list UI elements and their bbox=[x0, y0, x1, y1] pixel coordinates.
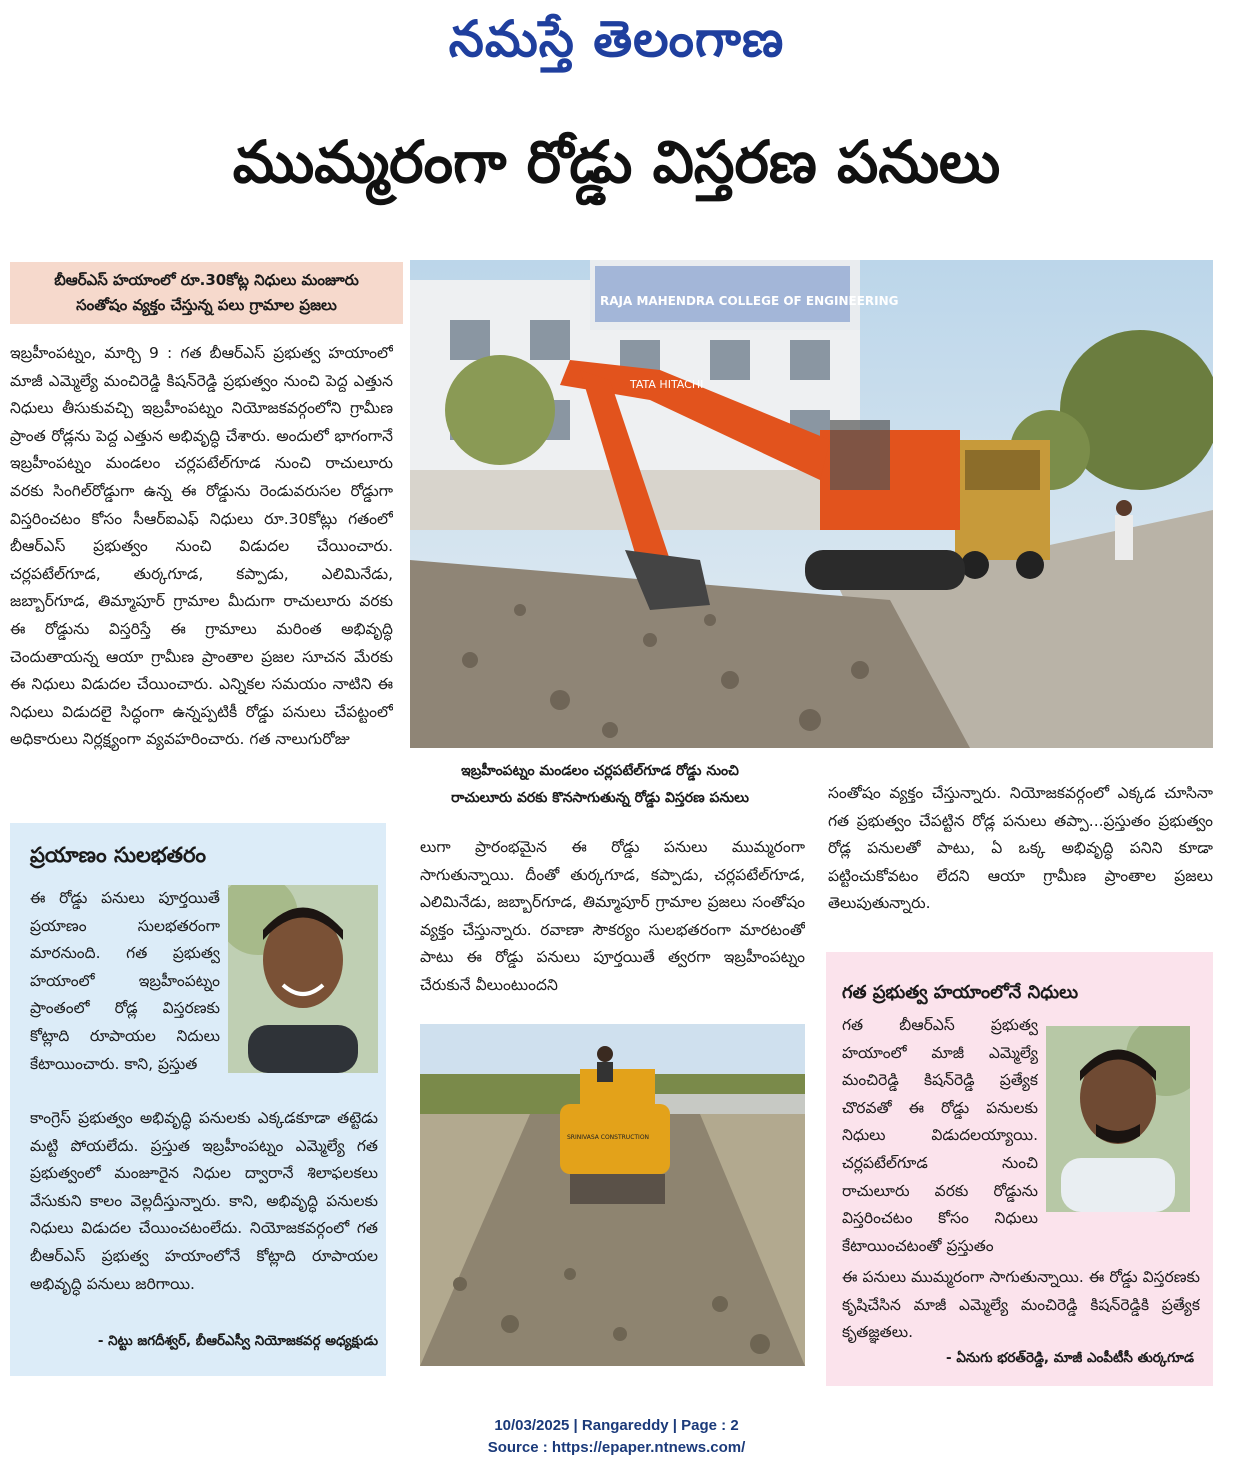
person-2-photo bbox=[1046, 1026, 1190, 1212]
headline: ముమ్మరంగా రోడ్డు విస్తరణ పనులు bbox=[232, 128, 1001, 196]
quote-box-2 bbox=[826, 952, 1213, 1386]
article-col1: ఇబ్రహీంపట్నం, మార్చి 9 : గత బీఆర్‌ఎస్‌ ప్రభుత్వ హయాంలో మాజీ ఎమ్మెల్యే మంచిరెడ్డి కిషన్‌రెడ్డి ప్రభుత్వం నుంచి పెద్ద ఎత్తున నిధులు తీసుకువచ్చి ఇబ్రహీంపట్నం నియోజకవర్గంలోని గ్రామీణ ప్రాంత రోడ్లను పెద్ద ఎత్తున అభివృద్ధి చేశారు. అందులో భాగంగానే ఇబ్రహీంపట్నం మండలం చర్లపటేల్‌గూడ నుంచి రాచులూరు వరకు సింగిల్‌రోడ్డుగా ఉన్న ఈ రోడ్డును రెండువరుసల రోడ్డుగా విస్తరించటం కోసం సీఆర్‌ఐఎఫ్‌ నిధులు రూ.30కోట్లు గతంలో బీఆర్‌ఎస్‌ ప్రభుత్వం నుంచి విడుదల చేయించారు. చర్లపటేల్‌గూడ, తుర్కగూడ, కప్పాడు, ఎలిమినేడు, జబ్బార్‌గూడ, తిమ్మాపూర్‌ గ్రామాల మీదుగా రాచులూరు వరకు ఈ రోడ్డును విస్తరిస్తే ఈ గ్రామాలు మరింత అభివృద్ధి చెందుతాయన్న ఆయా గ్రామీణ ప్రాంతాల ప్రజల సూచన మేరకు ఈ నిధులు విడుదల చేయించారు. ఎన్నికల సమయం నాటిని ఈ నిధులు విడుదలై సిద్ధంగా ఉన్నప్పటికీ రోడ్డు పనులు చేపట్టంలో అధికారులు నిర్లక్ష్యంగా వ్యవహరించారు. గత నాలుగురోజు bbox=[10, 344, 393, 749]
caption-line-2: రాచులూరు వరకు కొనసాగుతున్న రోడ్డు విస్తరణ పనులు bbox=[451, 790, 749, 806]
masthead-logo: నమస్తే తెలంగాణ bbox=[448, 10, 785, 68]
subhead-1: బీఆర్‌ఎస్‌ హయాంలో రూ.30కోట్ల నిధులు మంజూరు bbox=[54, 271, 359, 289]
subheads-bar bbox=[10, 262, 403, 324]
excavator-photo bbox=[410, 260, 1213, 748]
person-1-photo bbox=[228, 885, 378, 1073]
photo-caption bbox=[410, 758, 790, 812]
roller-illustration bbox=[420, 1024, 805, 1366]
quote-box-1-signature: - నిట్టు జగదీశ్వర్‌, బీఆర్‌ఎస్వీ నియోజకవర్గ అధ్యక్షుడు bbox=[97, 1333, 378, 1349]
quote-box-2-text: ఈ పనులు ముమ్మరంగా సాగుతున్నాయి. ఈ రోడ్డు విస్తరణకు కృషిచేసిన మాజీ ఎమ్మెల్యే మంచిరెడ్డి కిషన్‌రెడ్డికి ప్రత్యేక కృతజ్ఞతలు. bbox=[842, 1268, 1200, 1342]
caption-line-1: ఇబ్రహీంపట్నం మండలం చర్లపటేల్‌గూడ రోడ్డు నుంచి bbox=[461, 763, 739, 779]
subhead-2: సంతోషం వ్యక్తం చేస్తున్న పలు గ్రామాల ప్రజలు bbox=[76, 296, 337, 314]
roller-photo bbox=[420, 1024, 805, 1366]
article-col2: లుగా ప్రారంభమైన ఈ రోడ్డు పనులు ముమ్మరంగా సాగుతున్నాయి. దీంతో తుర్కగూడ, కప్పాడు, చర్లపటేల్‌గూడ, ఎలిమినేడు, జబ్బార్‌గూడ, తిమ్మాపూర్‌ గ్రామాల ప్రజలు సంతోషం వ్యక్తం చేస్తున్నారు. రవాణా సౌకర్యం సులభతరంగా మారటంతో పాటు ఈ రోడ్డు పనులు పూర్తయితే త్వరగా ఇబ్రహీంపట్నం చేరుకునే వీలుంటుందని bbox=[420, 838, 805, 994]
article-col3: సంతోషం వ్యక్తం చేస్తున్నారు. నియోజకవర్గంలో ఎక్కడ చూసినా గత ప్రభుత్వం చేపట్టిన రోడ్ల పనులు తప్పా...ప్రస్తుతం ప్రభుత్వం రోడ్ల పనులతో పాటు, ఏ ఒక్క అభివృద్ధి పనిని కూడా పట్టించుకోవటం లేదని ఆయా గ్రామీణ ప్రాంతాల ప్రజలు తెలుపుతున్నారు. bbox=[828, 784, 1213, 913]
quote-box-2-signature: - ఏనుగు భరత్‌రెడ్డి, మాజీ ఎంపీటీసీ తుర్కగూడ bbox=[946, 1350, 1194, 1366]
excavator-illustration bbox=[410, 260, 1213, 748]
quote-box-2-text-short: గత బీఆర్‌ఎస్‌ ప్రభుత్వ హయాంలో మాజీ ఎమ్మెల్యే మంచిరెడ్డి కిషన్‌రెడ్డి ప్రత్యేక చొరవతో ఈ రోడ్డు పనులకు నిధులు విడుదలయ్యాయి. చర్లపటేల్‌గూడ నుంచి రాచులూరు వరకు రోడ్డును విస్తరించటం కోసం నిధులు కేటాయించటంతో ప్రస్తుతం bbox=[842, 1016, 1038, 1255]
quote-box-1-text-short: ఈ రోడ్డు పనులు పూర్తయితే ప్రయాణం సులభతరంగా మారనుంది. గత ప్రభుత్వ హయాంలో ఇబ్రహీంపట్నం ప్రాంతంలో రోడ్ల విస్తరణకు కోట్లాది రూపాయల నిదులు కేటాయించారు. కాని, ప్రస్తుత bbox=[30, 889, 220, 1073]
roller-label: SRINIVASA CONSTRUCTION bbox=[567, 1134, 650, 1141]
quote-box-1-text: కాంగ్రెస్‌ ప్రభుత్వం అభివృద్ధి పనులకు ఎక్కడకూడా తట్టెడు మట్టి పోయలేదు. ప్రస్తుత ఇబ్రహీంపట్నం ఎమ్మెల్యే గత ప్రభుత్వంలో మంజూరైన నిధుల ద్వారానే శిలాఫలకలు వేసుకుని కాలం వెల్లదీస్తున్నారు. కాని, అభివృద్ధి పనులకు నిధులు విడుదల చేయించటంలేదు. నియోజకవర్గంలో గత బీఆర్‌ఎస్‌ ప్రభుత్వ హయాంలోనే కోట్లాది రూపాయల అభివృద్ధి పనులు జరిగాయి. bbox=[30, 1109, 378, 1293]
machine-label: TATA HITACHI bbox=[630, 378, 704, 391]
portrait-2 bbox=[1046, 1026, 1190, 1212]
portrait-1 bbox=[228, 885, 378, 1073]
quote-box-1 bbox=[10, 823, 386, 1376]
footer-date-line: 10/03/2025 | Rangareddy | Page : 2 bbox=[494, 1417, 739, 1434]
quote-box-2-title: గత ప్రభుత్వ హయాంలోనే నిధులు bbox=[842, 982, 1079, 1003]
building-sign: RAJA MAHENDRA COLLEGE OF ENGINEERING bbox=[600, 294, 899, 308]
footer-source-link[interactable]: Source : https://epaper.ntnews.com/ bbox=[487, 1439, 746, 1456]
quote-box-1-title: ప్రయాణం సులభతరం bbox=[30, 843, 207, 867]
